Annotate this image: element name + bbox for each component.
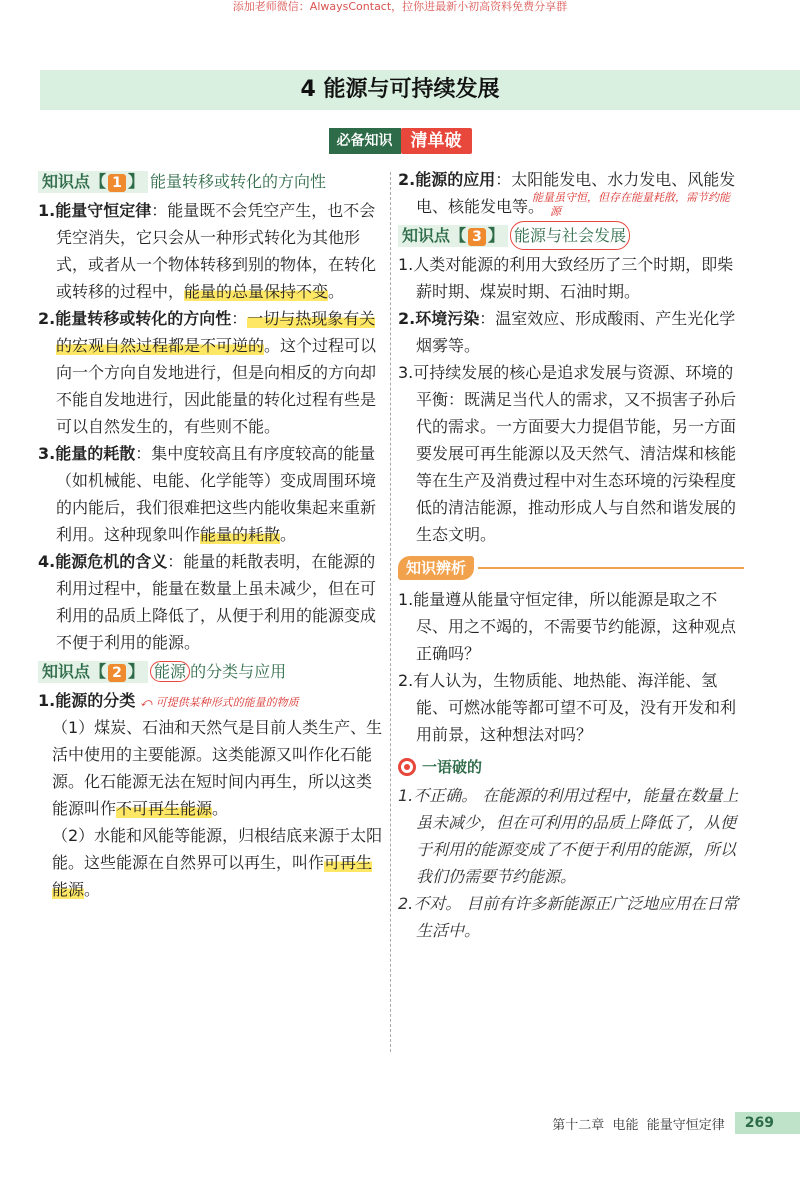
left-column <box>38 166 383 903</box>
kp3-item-3: 3.可持续发展的核心是追求发展与资源、环境的平衡：既满足当代人的需求，又不损害子孙后代的需求。一方面要大力提倡节能，另一方面要发展可再生能源以及天然气、清洁煤和核能等在生产及消费过程中对生态环境的污染程度低的清洁能源，推动形成人与自然和谐发展的生态文明。 <box>398 363 737 544</box>
kp2-subhead: 1.能源的分类 <box>38 691 136 710</box>
section-banner <box>0 128 800 154</box>
column-divider <box>390 172 391 1052</box>
kp3-item-2: 2.环境污染：温室效应、形成酸雨、产生光化学烟雾等。 <box>398 309 736 355</box>
kp1-num: 1 <box>108 174 126 192</box>
yiyu-answer-2: 2.不对。 目前有许多新能源正广泛地应用在日常生活中。 <box>398 894 739 940</box>
page-title: 4 能源与可持续发展 <box>300 77 500 102</box>
kp1-title: 能量转移或转化的方向性 <box>150 172 327 191</box>
bianxi-tag: 知识辨析 <box>398 556 474 580</box>
kp3-header <box>398 222 744 249</box>
page-number: 269 <box>735 1112 800 1134</box>
kp2-title-circled: 能源 <box>150 661 190 682</box>
kp2-tag: 知识点【 2 】 <box>38 661 148 683</box>
kp1-header <box>38 168 383 195</box>
kp2-title: 能源 的分类与应用 <box>150 658 286 685</box>
kp3-num: 3 <box>468 228 486 246</box>
kp2-para-1: （1）煤炭、石油和天然气是目前人类生产、生活中使用的主要能源。这类能源又叫作化石能源。化石能源无法在短时间内再生，所以这类能源叫作不可再生能源。 <box>52 718 383 818</box>
kp1-item-2: 2.能量转移或转化的方向性：一切与热现象有关的宏观自然过程都是不可逆的。这个过程可以向一个方向自发地进行，但是向相反的方向却不能自发地进行，因此能量的转化过程有些是可以自然发生的，有些则不能。 <box>38 309 377 436</box>
kp3-item-1: 1.人类对能源的利用大致经历了三个时期，即柴薪时期、煤炭时期、石油时期。 <box>398 255 734 301</box>
bianxi-q1: 1.能量遵从能量守恒定律，所以能源是取之不尽、用之不竭的，不需要节约能源，这种观点正确吗？ <box>398 590 737 663</box>
kp1-item-3: 3.能量的耗散：集中度较高且有序度较高的能量（如机械能、电能、化学能等）变成周围环境的内能后，我们很难把这些内能收集起来重新利用。这种现象叫作能量的耗散。 <box>38 444 377 544</box>
yiyu-answer-1: 1.不正确。 在能源的利用过程中，能量在数量上虽未减少，但在可利用的品质上降低了，从便于利用的能源变成了不便于利用的能源，所以我们仍需要节约能源。 <box>398 786 739 886</box>
kp3-tag: 知识点【 3 】 <box>398 225 508 247</box>
bianxi-q2: 2.有人认为，生物质能、地热能、海洋能、氢能、可燃冰能等都可望不可及，没有开发和利用前景，这种想法对吗？ <box>398 671 737 744</box>
right-column <box>398 166 744 944</box>
kp2-subhead-row <box>38 687 383 714</box>
kp1-item-4: 4.能源危机的含义：能量的耗散表明，在能源的利用过程中，能量在数量上虽未减少，但在可利用的品质上降低了，从便于利用的能源变成不便于利用的能源。 <box>38 552 377 652</box>
kp1-tag: 知识点【 1 】 <box>38 171 148 193</box>
kp1-item-1: 1.能量守恒定律：能量既不会凭空产生，也不会凭空消失，它只会从一种形式转化为其他形式，或者从一个物体转移到别的物体，在转化或转移的过程中，能量的总量保持不变。 <box>38 201 377 301</box>
banner-part1: 必备知识 <box>329 128 401 154</box>
footer-section: 能量守恒定律 <box>646 1117 725 1133</box>
yiyu-title: 一语破的 <box>422 758 483 776</box>
kp2-num: 2 <box>108 664 126 682</box>
yiyu-header <box>398 754 744 780</box>
kp2-handwritten-note: ⤺ 可提供某种形式的能量的物质 <box>140 696 299 709</box>
banner-part2: 清单破 <box>401 128 472 154</box>
bianxi-header <box>398 556 744 580</box>
kp2-para-2: （2）水能和风能等能源，归根结底来源于太阳能。这些能源在自然界可以再生，叫作可再生能源。 <box>52 826 383 899</box>
kp2-item-2: 2.能源的应用：太阳能发电、水力发电、风能发电、核能发电等。能量虽守恒，但存在能量耗散，需节约能源 <box>398 170 736 218</box>
target-icon <box>398 758 416 776</box>
footer-chapter: 第十二章 <box>552 1117 605 1133</box>
bianxi-line <box>478 567 744 569</box>
page-footer <box>552 1112 800 1134</box>
kp2-header <box>38 658 383 685</box>
energy-note: 能量虽守恒，但存在能量耗散，需节约能源 <box>532 191 731 218</box>
kp3-title: 能源与社会发展 <box>510 221 630 250</box>
footer-chapter-title: 电能 <box>612 1117 639 1133</box>
top-note: 添加老师微信：AlwaysContact，拉你进最新小初高资料免费分享群 <box>232 0 568 13</box>
